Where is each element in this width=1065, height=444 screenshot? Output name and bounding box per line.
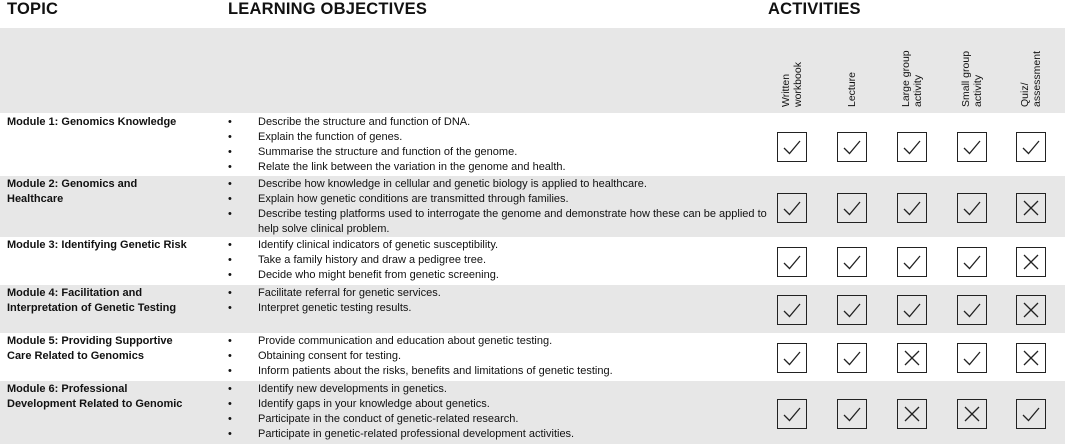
- module-row: [0, 237, 1065, 285]
- column-header-lecture: [832, 27, 872, 107]
- checkmark-icon: [841, 251, 863, 273]
- module-title: Module 2: Genomics and Healthcare: [7, 178, 138, 205]
- column-header-label: Small group activity: [960, 50, 984, 107]
- objective-item: • Interpret genetic testing results.: [228, 301, 768, 316]
- cross-icon: [1020, 197, 1042, 219]
- checkmark-icon: [961, 347, 983, 369]
- written-workbook-check-box: [777, 399, 807, 429]
- objective-item: • Describe the structure and function of DNA.: [228, 115, 768, 130]
- large-group-activity-check-box: [897, 247, 927, 277]
- small-group-activity-check-box: [957, 247, 987, 277]
- objective-item: • Describe testing platforms used to interrogate the genome and demonstrate how these can be applied to help solve clinical problem.: [228, 207, 768, 237]
- topic-header: TOPIC: [7, 0, 59, 18]
- checkmark-icon: [841, 347, 863, 369]
- cross-icon: [901, 403, 923, 425]
- checkmark-icon: [841, 136, 863, 158]
- objective-item: • Identify new developments in genetics.: [228, 382, 768, 397]
- checkmark-icon: [961, 299, 983, 321]
- module-row: [0, 381, 1065, 444]
- quiz-assessment-cross-box: [1016, 343, 1046, 373]
- checkmark-icon: [841, 299, 863, 321]
- quiz-assessment-cross-box: [1016, 193, 1046, 223]
- column-header-quiz-assessment: [1011, 27, 1051, 107]
- large-group-activity-check-box: [897, 132, 927, 162]
- checkmark-icon: [1020, 136, 1042, 158]
- quiz-assessment-check-box: [1016, 132, 1046, 162]
- checkmark-icon: [781, 299, 803, 321]
- quiz-assessment-check-box: [1016, 399, 1046, 429]
- column-header-label: Lecture: [846, 71, 858, 107]
- objective-item: • Explain how genetic conditions are transmitted through families.: [228, 192, 768, 207]
- large-group-activity-cross-box: [897, 343, 927, 373]
- small-group-activity-check-box: [957, 343, 987, 373]
- objective-item: • Participate in the conduct of genetic-related research.: [228, 412, 768, 427]
- activity-column-header-band: [0, 28, 1065, 113]
- objective-item: • Provide communication and education about genetic testing.: [228, 334, 768, 349]
- checkmark-icon: [901, 136, 923, 158]
- cross-icon: [1020, 347, 1042, 369]
- objective-list: [228, 334, 768, 379]
- objective-item: • Describe how knowledge in cellular and genetic biology is applied to healthcare.: [228, 177, 768, 192]
- module-row: [0, 176, 1065, 237]
- module-title: Module 4: Facilitation and Interpretation of Genetic Testing: [7, 287, 177, 314]
- checkmark-icon: [901, 299, 923, 321]
- column-header-written-workbook: [772, 27, 812, 107]
- checkmark-icon: [961, 197, 983, 219]
- checkmark-icon: [1020, 403, 1042, 425]
- cross-icon: [961, 403, 983, 425]
- objective-item: • Obtaining consent for testing.: [228, 349, 768, 364]
- column-header-large-group-activity: [892, 27, 932, 107]
- checkmark-icon: [781, 251, 803, 273]
- quiz-assessment-cross-box: [1016, 247, 1046, 277]
- objective-list: [228, 382, 768, 442]
- checkmark-icon: [961, 251, 983, 273]
- lecture-check-box: [837, 132, 867, 162]
- written-workbook-check-box: [777, 132, 807, 162]
- objective-item: • Explain the function of genes.: [228, 130, 768, 145]
- module-row: [0, 285, 1065, 333]
- small-group-activity-cross-box: [957, 399, 987, 429]
- objective-item: • Decide who might benefit from genetic screening.: [228, 268, 768, 283]
- objective-item: • Relate the link between the variation in the genome and health.: [228, 160, 768, 175]
- objective-item: • Summarise the structure and function of the genome.: [228, 145, 768, 160]
- column-header-label: Written workbook: [780, 62, 804, 107]
- checkmark-icon: [841, 403, 863, 425]
- quiz-assessment-cross-box: [1016, 295, 1046, 325]
- large-group-activity-cross-box: [897, 399, 927, 429]
- lecture-check-box: [837, 247, 867, 277]
- small-group-activity-check-box: [957, 132, 987, 162]
- written-workbook-check-box: [777, 295, 807, 325]
- objective-item: • Identify clinical indicators of genetic susceptibility.: [228, 238, 768, 253]
- checkmark-icon: [781, 403, 803, 425]
- objective-item: • Facilitate referral for genetic services.: [228, 286, 768, 301]
- cross-icon: [1020, 299, 1042, 321]
- module-title: Module 5: Providing Supportive Care Related to Genomics: [7, 335, 173, 362]
- module-title: Module 3: Identifying Genetic Risk: [7, 239, 187, 251]
- objective-list: [228, 115, 768, 175]
- large-group-activity-check-box: [897, 193, 927, 223]
- checkmark-icon: [841, 197, 863, 219]
- written-workbook-check-box: [777, 343, 807, 373]
- module-row: [0, 333, 1065, 381]
- small-group-activity-check-box: [957, 295, 987, 325]
- module-row: [0, 114, 1065, 176]
- module-title: Module 1: Genomics Knowledge: [7, 116, 177, 128]
- large-group-activity-check-box: [897, 295, 927, 325]
- lecture-check-box: [837, 295, 867, 325]
- activities-header: ACTIVITIES: [768, 0, 861, 18]
- column-header-label: Quiz/ assessment: [1019, 50, 1043, 107]
- column-header-small-group-activity: [952, 27, 992, 107]
- small-group-activity-check-box: [957, 193, 987, 223]
- objective-item: • Take a family history and draw a pedigree tree.: [228, 253, 768, 268]
- learning-objectives-header: LEARNING OBJECTIVES: [228, 0, 428, 18]
- cross-icon: [1020, 251, 1042, 273]
- cross-icon: [901, 347, 923, 369]
- written-workbook-check-box: [777, 247, 807, 277]
- column-header-label: Large group activity: [900, 50, 924, 107]
- checkmark-icon: [901, 197, 923, 219]
- objective-item: • Participate in genetic-related professional development activities.: [228, 427, 768, 442]
- checkmark-icon: [961, 136, 983, 158]
- lecture-check-box: [837, 193, 867, 223]
- objective-item: • Identify gaps in your knowledge about genetics.: [228, 397, 768, 412]
- written-workbook-check-box: [777, 193, 807, 223]
- lecture-check-box: [837, 399, 867, 429]
- checkmark-icon: [781, 347, 803, 369]
- objective-list: [228, 177, 768, 237]
- objective-list: [228, 238, 768, 283]
- checkmark-icon: [901, 251, 923, 273]
- checkmark-icon: [781, 136, 803, 158]
- checkmark-icon: [781, 197, 803, 219]
- objective-list: [228, 286, 768, 316]
- lecture-check-box: [837, 343, 867, 373]
- module-title: Module 6: Professional Development Related to Genomic: [7, 383, 183, 410]
- objective-item: • Inform patients about the risks, benefits and limitations of genetic testing.: [228, 364, 768, 379]
